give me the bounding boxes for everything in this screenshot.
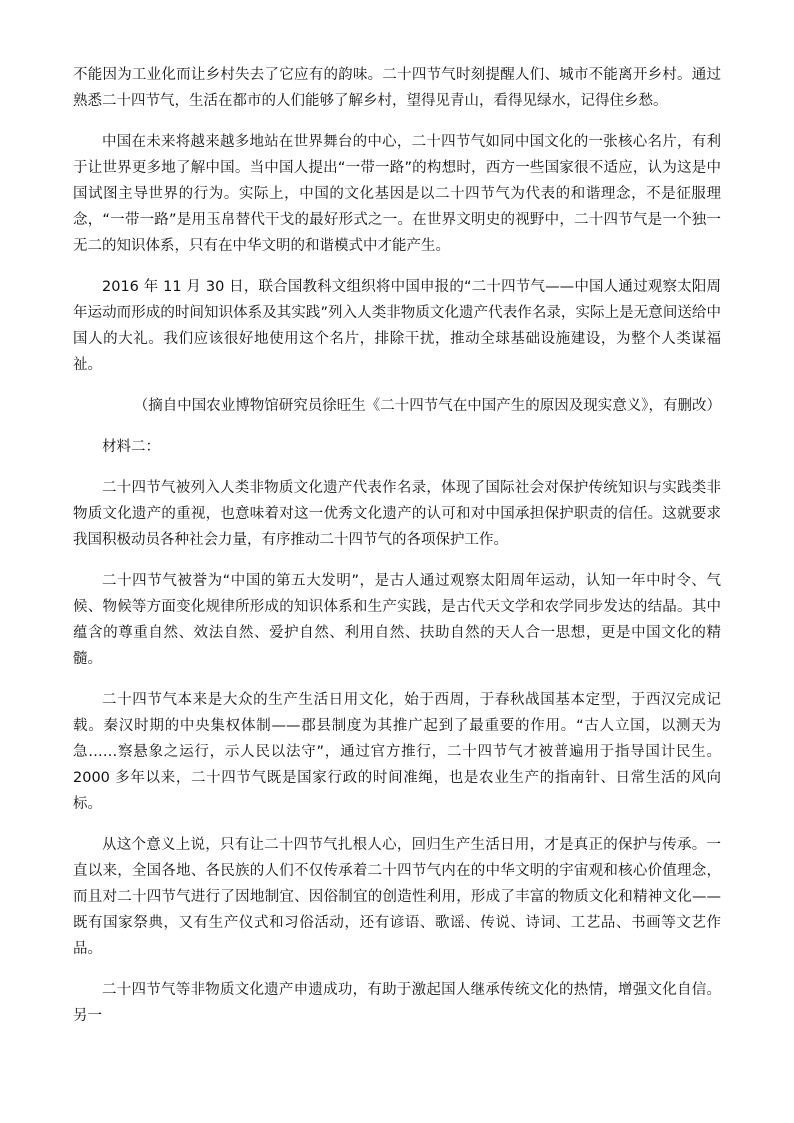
paragraph-world-stage: 中国在未来将越来越多地站在世界舞台的中心，二十四节气如同中国文化的一张核心名片，有利于让世界更多地了解中国。当中国人提出“一带一路”的构想时，西方一些国家很不适应，认为这是中国试图主导世界的行为。实际上，中国的文化基因是以二十四节气为代表的和谐理念，不是征服理念，“一带一路”是用玉帛替代干戈的最好形式之一。在世界文明史的视野中，二十四节气是一个独一无二的知识体系，只有在中华文明的和谐模式中才能产生。 [73,134,721,254]
section-heading-material-two: 材料二： [102,439,160,455]
paragraph-origin-history: 二十四节气本来是大众的生产生活日用文化，始于西周，于春秋战国基本定型，于西汉完成记载。秦汉时期的中央集权体制——郡县制度为其推广起到了最重要的作用。“古人立国，以测天为急……察悬象之运行，示人民以法守”，通过官方推行，二十四节气才被普遍用于指导国计民生。2000 多年以来，二十四节气既是国家行政的时间准绳，也是农业生产的指南针、日常生活的风向标。 [73,692,721,812]
document-page [73,62,721,1044]
source-citation: （摘自中国农业博物馆研究员徐旺生《二十四节气在中国产生的原因及现实意义》，有删改） [133,398,721,414]
paragraph-fifth-invention: 二十四节气被誉为“中国的第五大发明”，是古人通过观察太阳周年运动，认知一年中时令、气候、物候等方面变化规律所形成的知识体系和生产实践，是古代天文学和农学同步发达的结晶。其中蕴含的尊重自然、效法自然、爱护自然、利用自然、扶助自然的天人合一思想，更是中国文化的精髓。 [73,573,721,667]
paragraph-heritage-listing: 二十四节气被列入人类非物质文化遗产代表作名录，体现了国际社会对保护传统知识与实践类非物质文化遗产的重视，也意味着对这一优秀文化遗产的认可和对中国承担保护职责的信任。这就要求我国积极动员各种社会力量，有序推动二十四节气的各项保护工作。 [73,480,721,548]
paragraph-protection-inheritance: 从这个意义上说，只有让二十四节气扎根人心，回归生产生活日用，才是真正的保护与传承。一直以来，全国各地、各民族的人们不仅传承着二十四节气内在的中华文明的宇宙观和核心价值理念，而且对二十四节气进行了因地制宜、因俗制宜的创造性利用，形成了丰富的物质文化和精神文化——既有国家祭典，又有生产仪式和习俗活动，还有谚语、歌谣、传说、诗词、工艺品、书画等文艺作品。 [73,837,721,957]
paragraph-cultural-confidence: 二十四节气等非物质文化遗产申遗成功，有助于激起国人继承传统文化的热情，增强文化自信。另一 [73,982,721,1024]
paragraph-unesco: 2016 年 11 月 30 日，联合国教科文组织将中国申报的“二十四节气——中国人通过观察太阳周年运动而形成的时间知识体系及其实践”列入人类非物质文化遗产代表作名录，实际上是无意间送给中国人的大礼。我们应该很好地使用这个名片，排除干扰，推动全球基础设施建设，为整个人类谋福祉。 [73,279,721,373]
paragraph-continuation: 不能因为工业化而让乡村失去了它应有的韵味。二十四节气时刻提醒人们、城市不能离开乡村。通过熟悉二十四节气，生活在都市的人们能够了解乡村，望得见青山，看得见绿水，记得住乡愁。 [73,67,721,109]
